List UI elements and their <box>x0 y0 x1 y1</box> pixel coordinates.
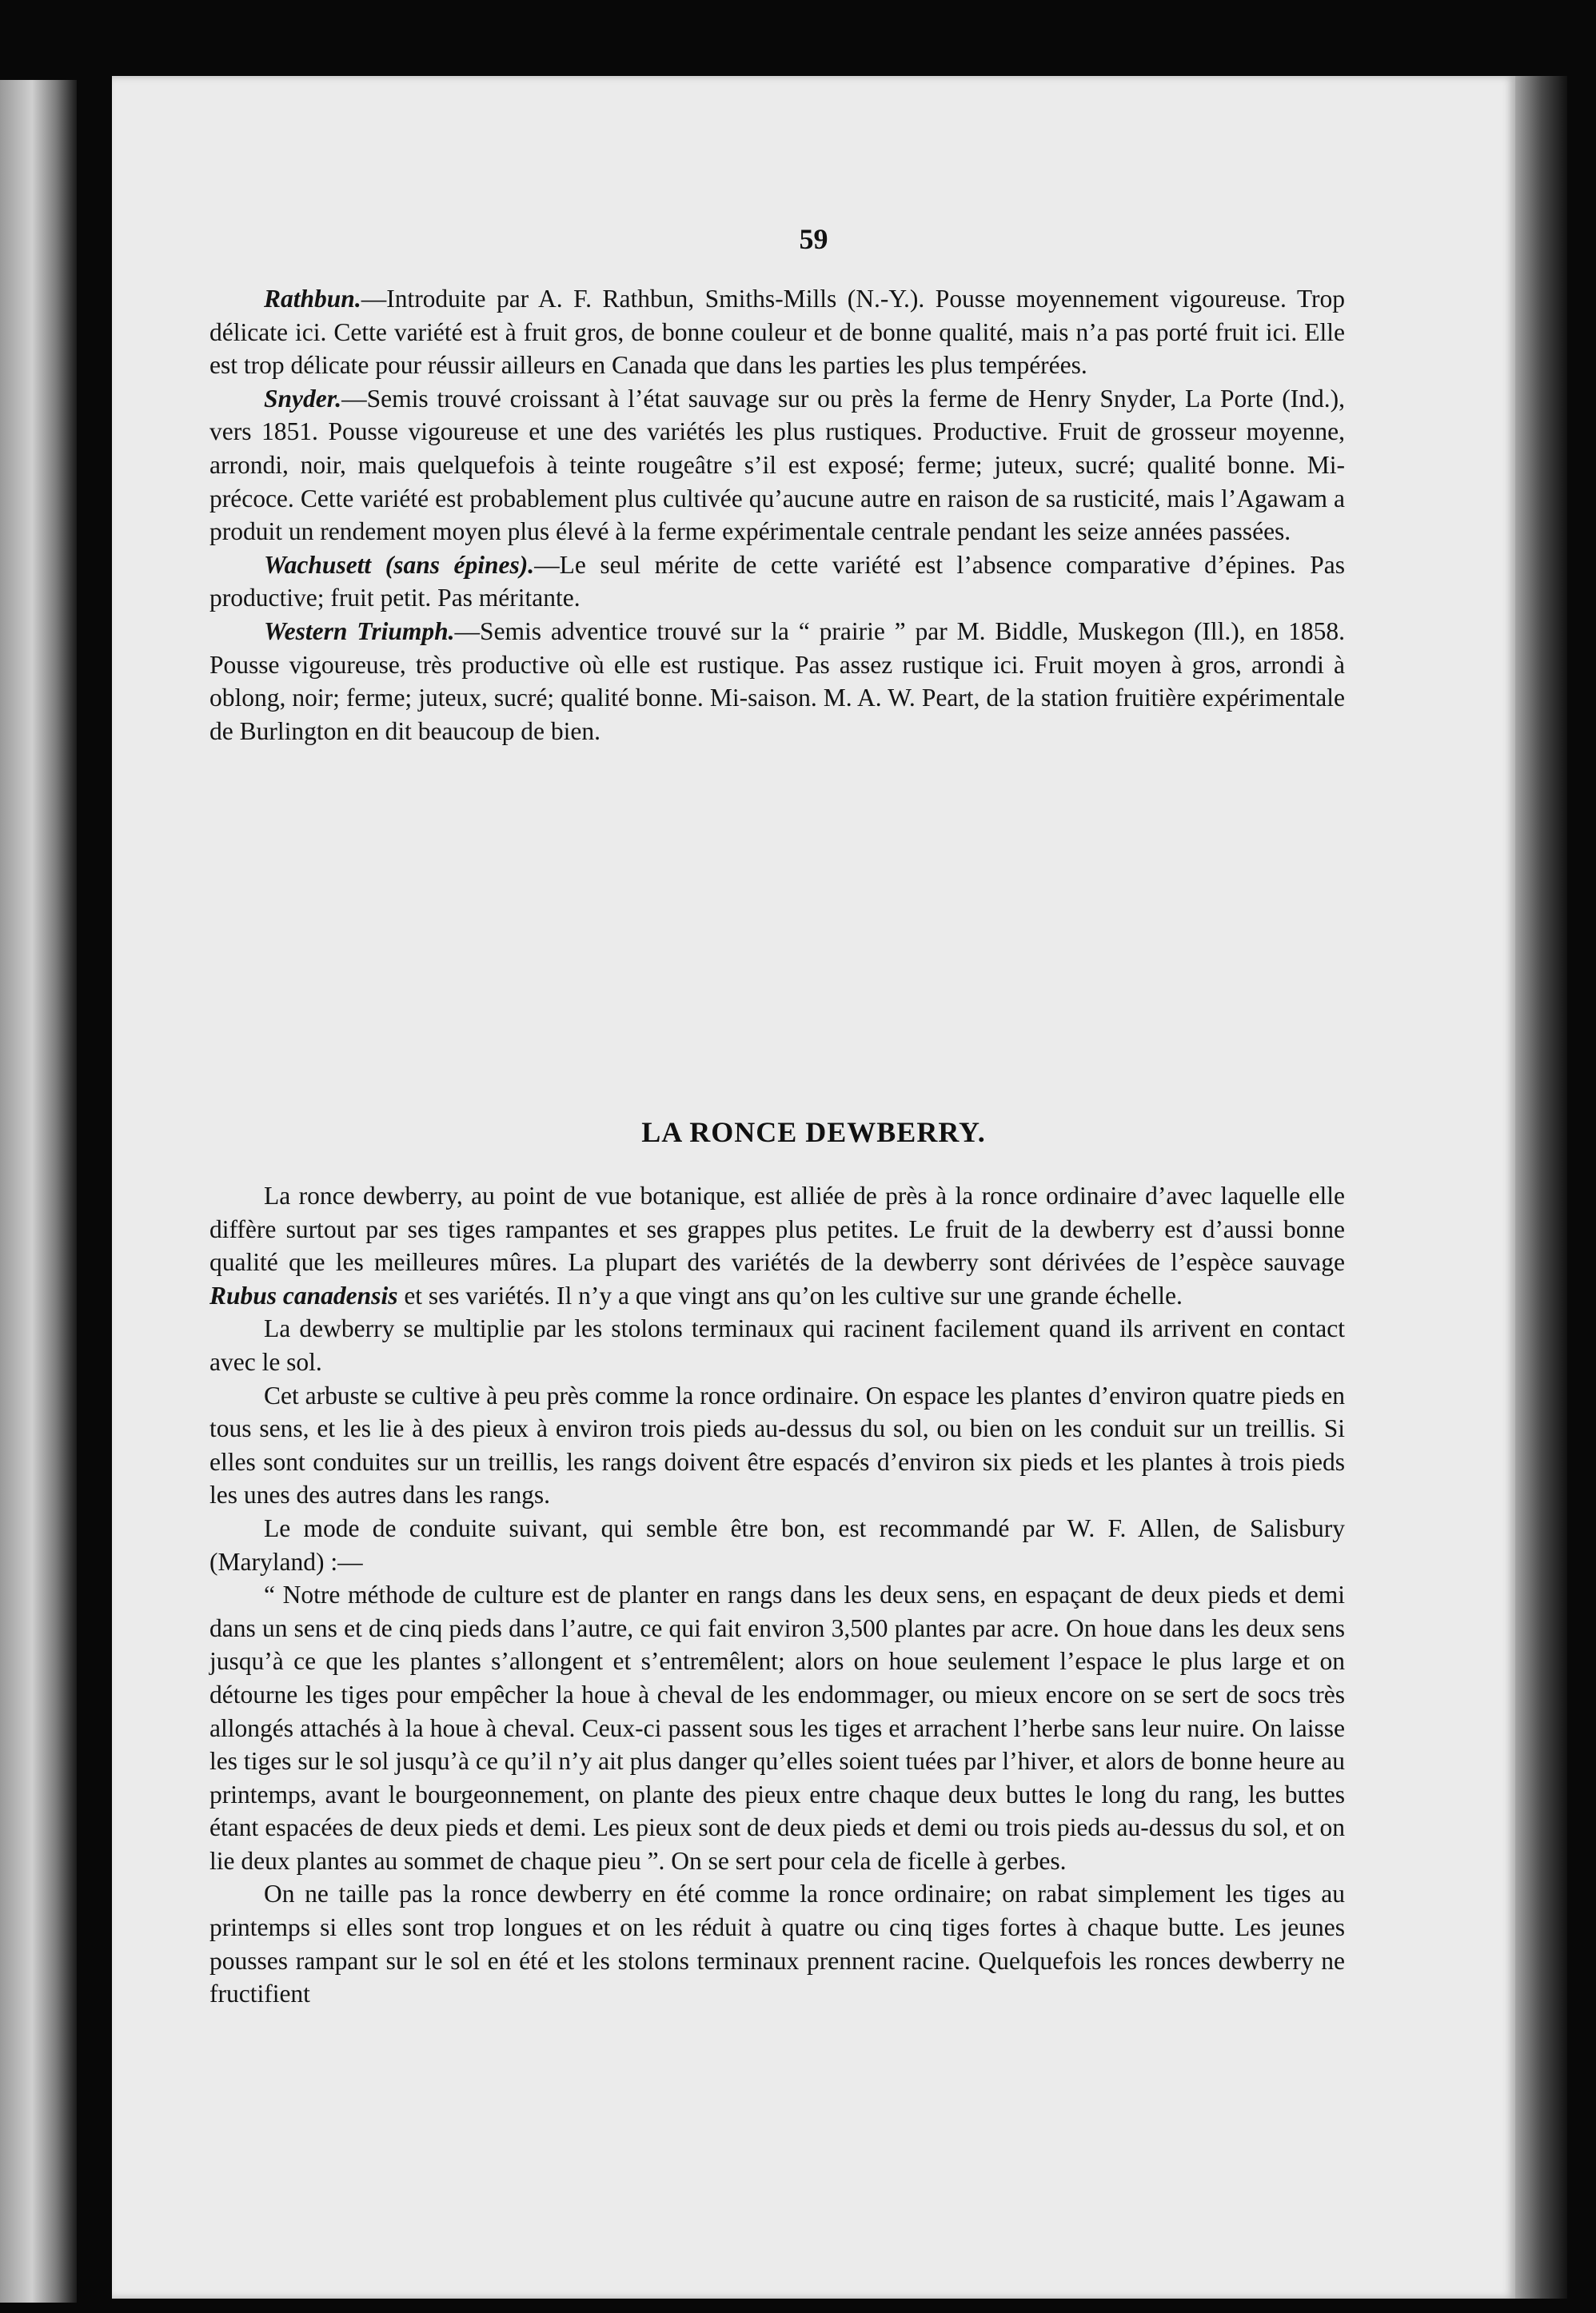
page-number: 59 <box>799 223 828 255</box>
paragraph: La dewberry se multiplie par les stolons terminaux qui racinent facilement quand ils arrivent en contact avec le sol. <box>209 1314 1345 1376</box>
section-heading: LA RONCE DEWBERRY. <box>641 1116 986 1148</box>
section-body <box>209 1179 1345 2011</box>
variety-entry <box>209 282 1345 382</box>
variety-description: —Le seul mérite de cette variété est l’absence comparative d’épines. Pas productive; fruit petit. Pas méritante. <box>209 550 1346 612</box>
paragraph: Le mode de conduite suivant, qui semble être bon, est recommandé par W. F. Allen, de Salisbury (Maryland) :— <box>209 1513 1345 1576</box>
variety-list <box>209 282 1345 748</box>
quoted-paragraph: “ Notre méthode de culture est de planter en rangs dans les deux sens, en espaçant de deux pieds et demi dans un sens et de cinq pieds dans l’autre, ce qui fait environ 3,500 plantes par acre. On houe dans les deux sens jusqu’à ce que les plantes s’allongent et s’entremêlent; alors on houe seulement l’espace le plus large et on détourne les tiges pour empêcher la houe à cheval de les endommager, ou mieux encore on se sert de socs très allongés attachés à la houe à cheval. Ceux-ci passent sous les tiges et arrachent l’herbe sans leur nuire. On laisse les tiges sur le sol jusqu’à ce qu’il n’y ait plus danger qu’elles soient tuées par l’hiver, et alors de bonne heure au printemps, avant le bourgeonnement, on plante des pieux entre chaque deux buttes le long du rang, les buttes étant espacées de deux pieds et demi. Les pieux sont de deux pieds et demi ou trois pieds au-dessus du sol, et on lie deux plantes au sommet de chaque pieu ”. On se sert pour cela de ficelle à gerbes. <box>209 1581 1345 1875</box>
variety-entry <box>209 548 1345 615</box>
paragraph-text: La ronce dewberry, au point de vue botanique, est alliée de près à la ronce ordinaire d’avec laquelle elle diffère surtout par ses tiges rampantes et ses grappes plus petites. Le fruit de la dewberry est d’aussi bonne qualité que les meilleures mûres. La plupart des variétés de la dewberry sont dérivées de l’espèce sauvage <box>209 1182 1345 1277</box>
species-name: Rubus canadensis <box>209 1281 398 1310</box>
paragraph-text: et ses variétés. Il n’y a que vingt ans qu’on les cultive sur une grande échelle. <box>404 1281 1183 1310</box>
variety-description: —Semis trouvé croissant à l’état sauvage sur ou près la ferme de Henry Snyder, La Porte (Ind.), vers 1851. Pousse vigoureuse et une des variétés les plus rustiques. Productive. Fruit de grosseur moyenne, arrondi, noir, mais quelquefois à teinte rougeâtre s’il est exposé; ferme; juteux, sucré; qualité bonne. Mi-précoce. Cette variété est probablement plus cultivée qu’aucune autre en raison de sa rusticité, mais l’Agawam a produit un rendement moyen plus élevé à la ferme expérimentale centrale pendant les seize années passées. <box>209 384 1345 546</box>
variety-description: —Introduite par A. F. Rathbun, Smiths-Mills (N.-Y.). Pousse moyennement vigoureuse. Trop délicate ici. Cette variété est à fruit gros, de bonne couleur et de bonne qualité, mais n’a pas porté fruit ici. Elle est trop délicate pour réussir ailleurs en Canada que dans les parties les plus tempérées. <box>209 285 1345 380</box>
variety-description: —Semis adventice trouvé sur la “ prairie ” par M. Biddle, Muskegon (Ill.), en 1858. Pousse vigoureuse, très productive où elle est rustique. Pas assez rustique ici. Fruit moyen à gros, arrondi à oblong, noir; ferme; juteux, sucré; qualité bonne. Mi-saison. M. A. W. Peart, de la station fruitière expérimentale de Burlington en dit beaucoup de bien. <box>209 616 1346 745</box>
variety-entry <box>209 382 1345 548</box>
variety-name: Wachusett <box>264 550 372 579</box>
paragraph <box>209 1179 1345 1312</box>
variety-name: Rathbun. <box>264 285 361 313</box>
variety-name: Western Triumph. <box>264 616 455 645</box>
variety-note: (sans épines). <box>385 550 535 579</box>
book-page <box>112 76 1515 2299</box>
paragraph: Cet arbuste se cultive à peu près comme la ronce ordinaire. On espace les plantes d’environ quatre pieds en tous sens, et les lie à des pieux à environ trois pieds au-dessus du sol, ou bien on les conduit sur un treillis. Si elles sont conduites sur un treillis, les rangs doivent être espacés d’environ six pieds et les plantes à trois pieds les unes des autres dans les rangs. <box>209 1381 1345 1509</box>
paragraph: On ne taille pas la ronce dewberry en été comme la ronce ordinaire; on rabat simplement les tiges au printemps si elles sont trop longues et on les réduit à quatre ou cinq tiges fortes à chaque butte. Les jeunes pousses rampant sur le sol en été et les stolons terminaux prennent racine. Quelquefois les ronces dewberry ne fructifient <box>209 1880 1345 2008</box>
variety-entry <box>209 615 1345 748</box>
variety-name: Snyder. <box>264 384 342 413</box>
adjacent-page-edge <box>0 80 77 2303</box>
